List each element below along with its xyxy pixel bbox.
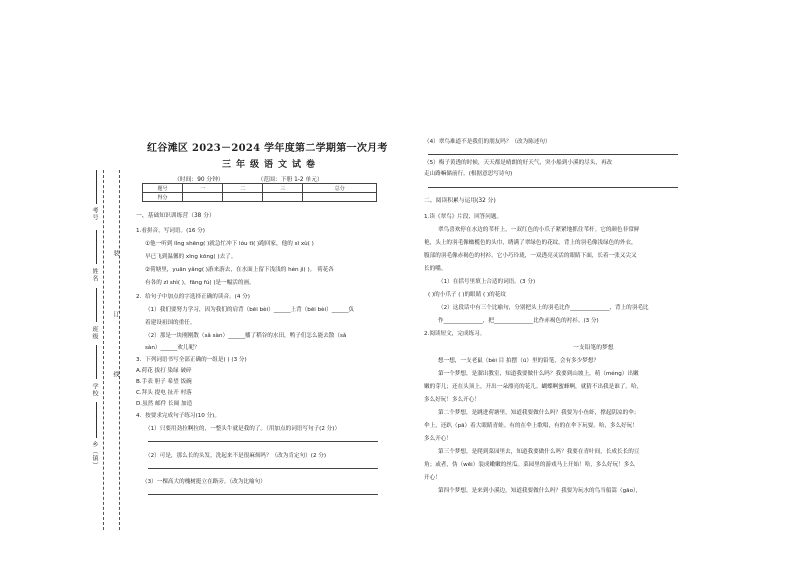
binding-dashed-line <box>103 170 104 530</box>
q4-item-1: （1）只要用劲拉啊拉的，一整头牛就是我的了。（用加点的词语写句子(2 分)） <box>145 426 341 432</box>
margin-label-name: 姓名 <box>91 268 98 282</box>
answer-line[interactable] <box>148 441 378 442</box>
reading-q1: （1）在括号里填上合适的词语。(3 分) <box>438 279 536 285</box>
q4-item-5-cont: 走山路嘛储前行。(根据意思写诗句) <box>424 171 513 177</box>
name-line[interactable] <box>96 230 97 264</box>
margin-label-class: 班级 <box>91 326 98 340</box>
q1-line: ②荷塘里，yuān yǎng( )游来游去，在水面上留下浅浅的 hén jì( )。 荷花各 <box>145 267 334 273</box>
score-row-label: 得分 <box>143 193 183 202</box>
score-header-cell: 二 <box>223 184 263 193</box>
answer-line[interactable] <box>428 154 678 155</box>
q2-line: 着建设祖国的重任。 <box>145 320 196 326</box>
score-header-cell: 总分 <box>303 184 377 193</box>
article-line: 多么开心！ <box>424 436 452 442</box>
seal-mark-ding: 订 <box>112 311 119 318</box>
reading-1-heading: 1.读《翠鸟》片段，回答问题。 <box>424 214 503 220</box>
binding-dashed-line-inner <box>119 170 120 530</box>
score-header-cell: 题号 <box>143 184 183 193</box>
article-line: 第二个梦想，是跳进荷塘里，知道我要做什么吗？我要为小鱼虾，撑起阴凉的伞； <box>438 410 640 416</box>
q4-item-3: （3）一棵高大的槐树挺立在路旁。（改为比喻句） <box>142 479 266 485</box>
section-1-heading: 一、基础知识训练营（38 分） <box>136 213 215 219</box>
seal-mark-xian: 线 <box>112 371 119 378</box>
score-cell[interactable] <box>263 193 303 202</box>
time-label: （时间：90 分钟） <box>174 177 224 183</box>
article-line: 伞上，还趴（pā）着大眼睛青蛙。有的在伞上歌唱，有的在伞下玩耍。哈，多么好玩！ <box>424 423 638 429</box>
reading-2-heading: 2.阅读短文，完成练习。 <box>424 331 486 337</box>
q1-line: 早已飞到温馨的 xīng kōng( )去了。 <box>145 254 237 260</box>
q3-option-d[interactable]: D.虽然 邮件 长阔 加造 <box>136 401 193 407</box>
score-table-header-row <box>143 184 377 193</box>
q3-option-a[interactable]: A.荷花 拔打 染绿 破碎 <box>136 368 192 374</box>
passage-line: 腹部的羽毛像赤褐色的衬衫。它小巧玲珑，一双透亮灵活的眼睛下面，长着一张又尖又 <box>424 253 637 259</box>
reading-q1-blanks[interactable]: ( )的小爪子 ( )的眼睛 ( )的花纹 <box>428 292 506 298</box>
article-line: 第三个梦想，是爬到菜园里去，知道我要做什么吗？我要在青叶间，长成长长的豆 <box>438 449 640 455</box>
exam-info-line <box>174 174 323 183</box>
q3-heading: 3．下列词语书写全部正确的一组是( ) (3 分) <box>136 357 247 363</box>
score-cell[interactable] <box>223 193 263 202</box>
exam-no-line[interactable] <box>96 170 97 204</box>
score-table-row <box>143 193 377 202</box>
margin-label-town: 乡（镇） <box>91 441 98 469</box>
passage-line: 长的嘴。 <box>424 266 447 272</box>
answer-line[interactable] <box>148 468 378 469</box>
q4-item-5: （5）梅子黄透的时候，天天都是晴朗的好天气，突小船到小溪的尽头，再改 <box>424 160 613 166</box>
article-line: 第一个梦想，是溜出教室，知道我要做什么吗？我要到山坡上，萌（méng）出嫩 <box>438 371 639 377</box>
q2-heading: 2．给句子中加点的字选择正确的读音。(4 分) <box>136 294 250 300</box>
reading-q2-cont[interactable]: 作______________，把______________比作赤褐色的衬衫。(3 分) <box>438 318 599 324</box>
passage-line: 翠鸟喜欢停在水边的苇杆上，一双红色的小爪子紧紧地抓住苇杆。它的颜色非常鲜 <box>438 227 640 233</box>
range-label: （范围：下册 1-2 单元） <box>257 177 323 183</box>
margin-label-school: 学校 <box>91 383 98 397</box>
q3-option-b[interactable]: B.手表 胆子 希望 饭碗 <box>136 379 192 385</box>
exam-title: 红谷滩区 2023－2024 学年度第二学期第一次月考 <box>147 143 388 154</box>
score-header-cell: 三 <box>263 184 303 193</box>
answer-line[interactable] <box>428 187 678 188</box>
q2-line: sàn）______欢儿呢？ <box>145 345 200 351</box>
score-table <box>142 183 377 202</box>
q2-line: （1）我们要努力学习，因为我们的肩背（bēi bèi）______上背（bēi bèi）______负 <box>145 307 355 313</box>
answer-line[interactable] <box>148 494 378 495</box>
margin-label-exam-no: 考号 <box>91 207 98 221</box>
score-cell[interactable] <box>303 193 377 202</box>
article-line: 想一想，一支老鼠（bèi 目 拍摆（ū）里的铅笔，会有多少梦想？ <box>438 358 600 364</box>
article-line: 多么好玩！多么开心！ <box>424 397 480 403</box>
q4-item-2: （2）可是，那么长的头发，洗起来不是很麻烦吗？（改为肯定句）(2 分) <box>145 453 327 459</box>
q1-line: ①他一听到 lǐng shēng( )就急忙冲下 lóu tī( )跑回家，他的 sī xù( ) <box>145 241 314 247</box>
article-line: 嫩的芽儿；还在头顶上，开出一朵漂亮的花儿。蝴蝶啊蜜蜂啊，就猜不出我是谁了。哈， <box>424 384 643 390</box>
q4-heading: 4．按要求完成句子练习(10 分)。 <box>136 413 220 419</box>
passage-line: 艳，头上的羽毛像橄榄色的头巾，绣满了翠绿色的花纹。背上的羽毛像浅绿色的外衣， <box>424 240 637 246</box>
reading-q2: （2）这段话中有三个比喻句，分别把头上的羽毛比作______________，背上的羽毛比 <box>438 305 649 311</box>
article-title: 一支铅笔的梦想 <box>573 345 614 351</box>
class-line[interactable] <box>96 288 97 322</box>
section-2-heading: 二、阅读积累与运用(32 分) <box>424 198 496 204</box>
article-line: 角；或者，伪（wěi）装成嫩嫩的丝瓜。菜园里的游戏马上开始！哈，多么好玩！多么 <box>424 462 635 468</box>
q1-heading: 1.看拼音，写词语。(16 分) <box>136 228 205 234</box>
article-line: 第四个梦想，是来到小溪边，知道我要做什么吗？我要为玩水的鸟当船篙（gāo）， <box>438 488 642 494</box>
school-line[interactable] <box>96 345 97 379</box>
q1-line: 有各的 zī shì( )，fāng fú( )是一幅活的画。 <box>145 280 255 286</box>
q2-line: （2）那是一块刚刚散（sǎ sàn）______播了稻谷的水田，鸭子们怎么能去散（sǎ <box>145 333 347 339</box>
q4-item-4: （4）翠鸟难道不是我们的朋友吗？（改为陈述句） <box>424 139 551 145</box>
exam-subtitle: 三年级语文试卷 <box>222 160 321 170</box>
seal-mark-zhuang: 装 <box>112 250 119 257</box>
q3-option-c[interactable]: C.拜头 提电 扯开 村落 <box>136 390 192 396</box>
score-cell[interactable] <box>183 193 223 202</box>
town-line[interactable] <box>96 402 97 438</box>
article-line: 开心！ <box>424 475 441 481</box>
score-header-cell: 一 <box>183 184 223 193</box>
